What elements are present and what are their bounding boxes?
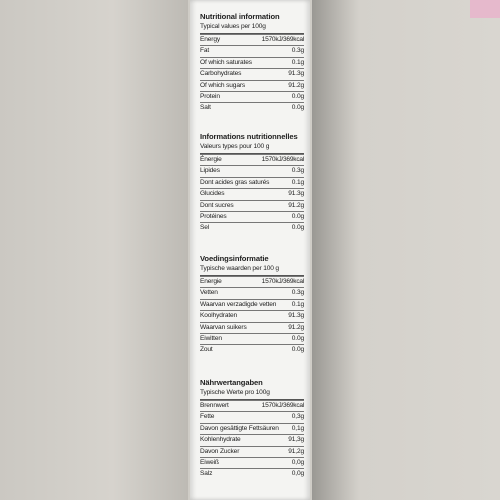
nutrient-row: [200, 446, 304, 457]
nutrient-value: 0,0g: [291, 459, 304, 467]
nutrient-name: Lipides: [200, 167, 220, 175]
nutrient-row: [200, 57, 304, 68]
nutrient-name: Salz: [200, 470, 213, 478]
nutrient-row: [200, 344, 304, 355]
panel-subheading: Valeurs types pour 100 g: [200, 143, 270, 150]
nutrient-value: 91,2g: [288, 447, 304, 455]
nutrient-value: 0.1g: [291, 300, 304, 308]
nutrient-row: [200, 457, 304, 468]
nutrition-panel-english: [200, 12, 304, 114]
nutrient-row: [200, 423, 304, 434]
nutrient-value: 0.1g: [291, 58, 304, 66]
background-left: [0, 0, 188, 500]
nutrient-name: Of which saturates: [200, 58, 252, 66]
nutrient-row: [200, 80, 304, 91]
nutrient-name: Dont acides gras saturés: [200, 178, 270, 186]
nutrient-value: 0,1g: [291, 424, 304, 432]
nutrient-value: 0.0g: [291, 335, 304, 343]
panel-subheading: Typische Werte pro 100g: [200, 389, 270, 396]
panel-subheading: Typische waarden per 100 g: [200, 265, 279, 272]
nutrient-row: [200, 276, 304, 287]
nutrient-name: Salt: [200, 104, 211, 112]
nutrient-row: [200, 411, 304, 422]
nutrient-name: Sel: [200, 224, 210, 232]
pink-packaging-edge: [470, 0, 500, 18]
nutrient-name: Of which sugars: [200, 81, 246, 89]
nutrient-name: Zout: [200, 346, 213, 354]
nutrient-name: Eiweiß: [200, 459, 219, 467]
background-right: [312, 0, 500, 500]
nutrition-label: [190, 0, 310, 500]
nutrient-value: 91.2g: [288, 323, 304, 331]
nutrient-value: 91.2g: [288, 201, 304, 209]
nutrient-row: [200, 68, 304, 79]
nutrient-row: [200, 322, 304, 333]
nutrient-value: 91.3g: [288, 190, 304, 198]
nutrient-row: [200, 200, 304, 211]
nutrient-row: [200, 333, 304, 344]
nutrient-value: 1570kJ/369kcal: [261, 402, 304, 409]
nutrient-name: Kohlenhydrate: [200, 436, 241, 444]
panel-heading: Nutritional information: [200, 12, 280, 21]
nutrition-panel-french: [200, 132, 304, 234]
nutrient-name: Brennwert: [200, 402, 229, 409]
nutrient-name: Protein: [200, 93, 220, 101]
nutrient-value: 91,3g: [288, 436, 304, 444]
panel-heading: Voedingsinformatie: [200, 254, 269, 263]
panel-heading: Informations nutritionnelles: [200, 132, 298, 141]
nutrient-name: Eiwitten: [200, 335, 222, 343]
nutrition-panel-dutch: [200, 254, 304, 356]
panel-subheading: Typical values per 100g: [200, 23, 266, 30]
nutrient-name: Vetten: [200, 289, 218, 297]
nutrient-row: [200, 468, 304, 479]
nutrient-name: Davon gesättigte Fettsäuren: [200, 424, 279, 432]
nutrient-row: [200, 177, 304, 188]
nutrient-row: [200, 102, 304, 113]
nutrient-name: Fette: [200, 413, 215, 421]
nutrient-row: [200, 34, 304, 45]
nutrition-panel-german: [200, 378, 304, 480]
nutrient-value: 0.3g: [291, 47, 304, 55]
nutrient-value: 91.2g: [288, 81, 304, 89]
nutrient-row: [200, 211, 304, 222]
nutrient-name: Davon Zucker: [200, 447, 240, 455]
nutrient-name: Waarvan verzadigde vetten: [200, 300, 277, 308]
nutrient-name: Carbohydrates: [200, 70, 242, 78]
nutrient-row: [200, 45, 304, 56]
nutrient-value: 91.3g: [288, 70, 304, 78]
nutrient-value: 1570kJ/369kcal: [261, 278, 304, 285]
panel-heading: Nährwertangaben: [200, 378, 263, 387]
nutrient-value: 0,3g: [291, 413, 304, 421]
nutrient-value: 0.0g: [291, 213, 304, 221]
nutrient-value: 0.0g: [291, 224, 304, 232]
nutrient-row: [200, 222, 304, 233]
nutrient-row: [200, 188, 304, 199]
nutrient-row: [200, 154, 304, 165]
nutrient-value: 0.3g: [291, 167, 304, 175]
nutrient-value: 0.1g: [291, 178, 304, 186]
nutrient-value: 0.0g: [291, 104, 304, 112]
nutrient-value: 1570kJ/369kcal: [261, 156, 304, 163]
nutrient-value: 0.0g: [291, 93, 304, 101]
nutrient-name: Koolhydraten: [200, 312, 238, 320]
nutrient-value: 1570kJ/369kcal: [261, 36, 304, 43]
nutrient-row: [200, 434, 304, 445]
nutrient-name: Protéines: [200, 213, 227, 221]
nutrient-value: 0.0g: [291, 346, 304, 354]
nutrient-row: [200, 299, 304, 310]
nutrient-name: Fat: [200, 47, 210, 55]
nutrient-name: Glucides: [200, 190, 225, 198]
nutrient-name: Energy: [200, 36, 220, 43]
nutrient-row: [200, 400, 304, 411]
nutrient-name: Énergie: [200, 156, 222, 163]
nutrient-row: [200, 310, 304, 321]
nutrient-value: 0.3g: [291, 289, 304, 297]
nutrient-name: Waarvan suikers: [200, 323, 247, 331]
nutrient-name: Energie: [200, 278, 222, 285]
nutrient-row: [200, 287, 304, 298]
nutrient-row: [200, 91, 304, 102]
nutrient-name: Dont sucres: [200, 201, 234, 209]
nutrient-value: 0,0g: [291, 470, 304, 478]
nutrient-value: 91.3g: [288, 312, 304, 320]
nutrient-row: [200, 165, 304, 176]
